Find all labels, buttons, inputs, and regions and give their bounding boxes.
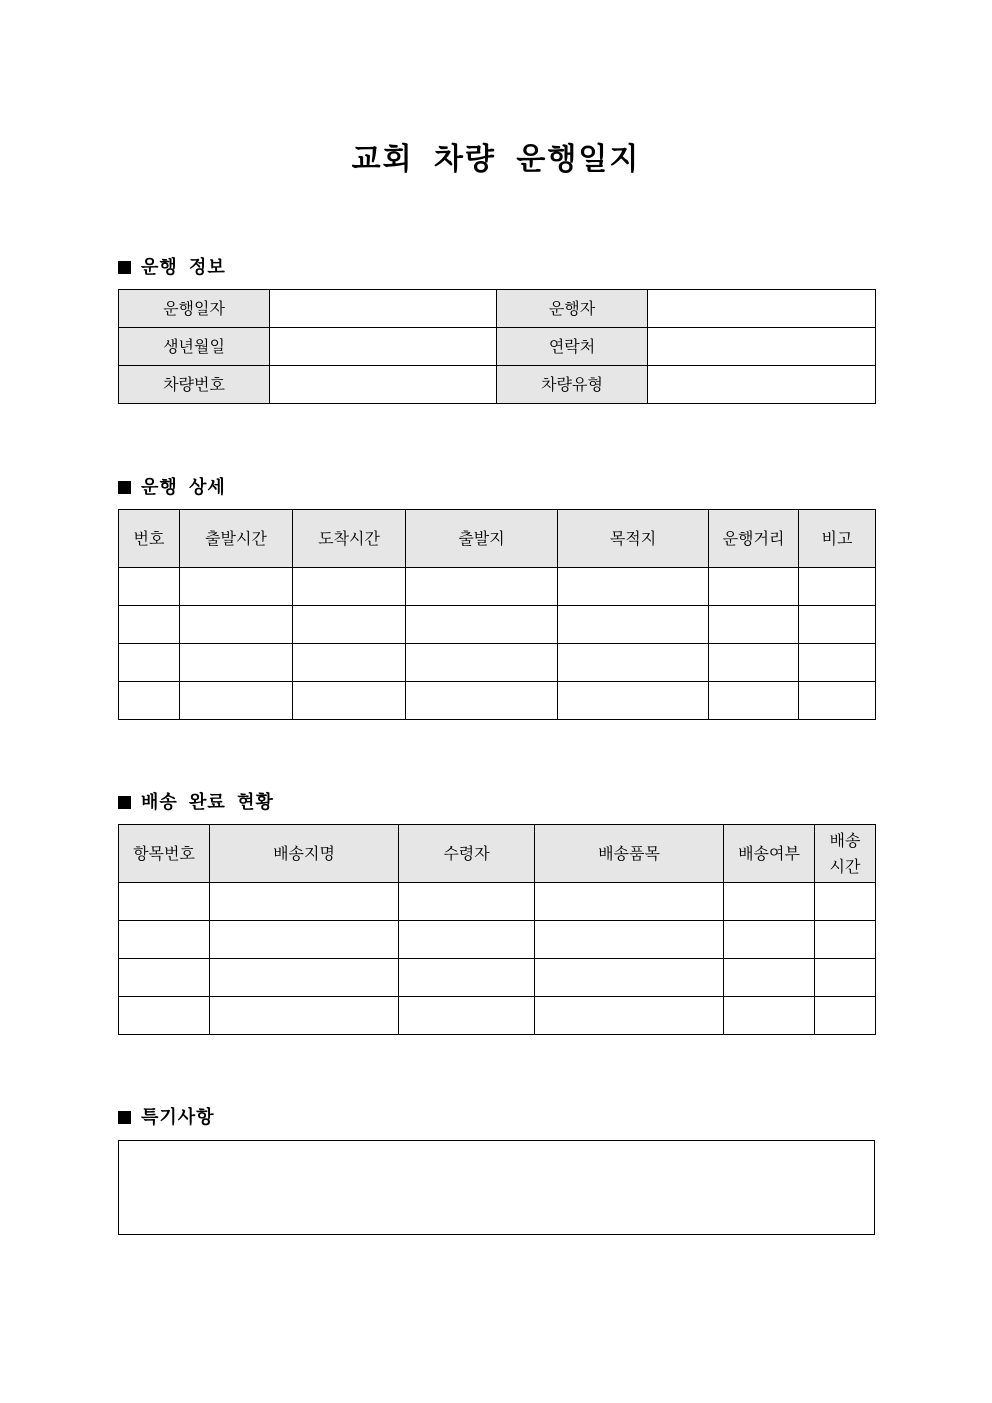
table-cell[interactable] <box>724 921 815 959</box>
table-row <box>119 921 876 959</box>
table-cell[interactable] <box>799 682 876 720</box>
square-bullet-icon <box>118 481 131 494</box>
info-value-cell[interactable] <box>270 366 497 404</box>
column-header: 배송품목 <box>535 825 724 883</box>
table-cell[interactable] <box>210 921 399 959</box>
table-row <box>119 997 876 1035</box>
table-header-row <box>119 510 876 568</box>
column-header-line: 시간 <box>829 856 861 876</box>
table-cell[interactable] <box>399 959 535 997</box>
table-cell[interactable] <box>558 644 709 682</box>
table-cell[interactable] <box>119 959 210 997</box>
column-header: 배송여부 <box>724 825 815 883</box>
table-cell[interactable] <box>119 921 210 959</box>
table-cell[interactable] <box>119 606 180 644</box>
section-heading-label: 특기사항 <box>141 1107 215 1128</box>
column-header: 배송지명 <box>210 825 399 883</box>
table-cell[interactable] <box>815 921 876 959</box>
table-cell[interactable] <box>724 997 815 1035</box>
table-cell[interactable] <box>210 959 399 997</box>
table-cell[interactable] <box>815 959 876 997</box>
table-cell[interactable] <box>724 883 815 921</box>
section-heading-info <box>118 253 226 279</box>
table-cell[interactable] <box>180 682 293 720</box>
table-row <box>119 290 876 328</box>
section-heading-label: 운행 상세 <box>141 477 226 498</box>
info-label: 운행일자 <box>119 290 270 328</box>
table-cell[interactable] <box>119 568 180 606</box>
section-heading-label: 운행 정보 <box>141 257 226 278</box>
square-bullet-icon <box>118 796 131 809</box>
column-header: 목적지 <box>558 510 709 568</box>
info-value-cell[interactable] <box>648 290 876 328</box>
table-cell[interactable] <box>293 568 406 606</box>
table-cell[interactable] <box>180 644 293 682</box>
table-header-row <box>119 825 876 883</box>
table-cell[interactable] <box>399 921 535 959</box>
table-row <box>119 606 876 644</box>
info-label: 연락처 <box>497 328 648 366</box>
table-cell[interactable] <box>399 997 535 1035</box>
table-cell[interactable] <box>535 959 724 997</box>
table-cell[interactable] <box>180 568 293 606</box>
delivery-table <box>118 824 876 1035</box>
table-row <box>119 366 876 404</box>
table-cell[interactable] <box>799 606 876 644</box>
table-cell[interactable] <box>406 682 558 720</box>
column-header: 비고 <box>799 510 876 568</box>
table-row <box>119 328 876 366</box>
column-header-line: 배송 <box>829 830 861 850</box>
table-cell[interactable] <box>406 644 558 682</box>
table-cell[interactable] <box>709 682 799 720</box>
info-value-cell[interactable] <box>648 366 876 404</box>
table-cell[interactable] <box>293 682 406 720</box>
table-cell[interactable] <box>558 682 709 720</box>
table-cell[interactable] <box>210 883 399 921</box>
column-header: 수령자 <box>399 825 535 883</box>
table-cell[interactable] <box>293 644 406 682</box>
square-bullet-icon <box>118 261 131 274</box>
table-cell[interactable] <box>180 606 293 644</box>
column-header: 도착시간 <box>293 510 406 568</box>
table-row <box>119 568 876 606</box>
detail-table <box>118 509 876 720</box>
info-label: 차량유형 <box>497 366 648 404</box>
section-heading-notes <box>118 1103 215 1129</box>
table-cell[interactable] <box>799 568 876 606</box>
table-cell[interactable] <box>119 997 210 1035</box>
table-cell[interactable] <box>799 644 876 682</box>
info-value-cell[interactable] <box>648 328 876 366</box>
table-cell[interactable] <box>558 568 709 606</box>
table-cell[interactable] <box>210 997 399 1035</box>
table-cell[interactable] <box>535 997 724 1035</box>
table-cell[interactable] <box>406 568 558 606</box>
column-header: 출발지 <box>406 510 558 568</box>
table-cell[interactable] <box>558 606 709 644</box>
table-cell[interactable] <box>535 921 724 959</box>
table-cell[interactable] <box>709 644 799 682</box>
table-row <box>119 644 876 682</box>
info-table <box>118 289 876 404</box>
table-cell[interactable] <box>709 568 799 606</box>
document-title: 교회 차량 운행일지 <box>351 142 641 177</box>
section-heading-detail <box>118 473 226 499</box>
table-cell[interactable] <box>406 606 558 644</box>
table-cell[interactable] <box>119 682 180 720</box>
column-header: 번호 <box>119 510 180 568</box>
table-cell[interactable] <box>535 883 724 921</box>
info-label: 운행자 <box>497 290 648 328</box>
column-header: 출발시간 <box>180 510 293 568</box>
table-cell[interactable] <box>119 883 210 921</box>
table-cell[interactable] <box>399 883 535 921</box>
table-cell[interactable] <box>724 959 815 997</box>
section-heading-delivery <box>118 788 274 814</box>
info-label: 차량번호 <box>119 366 270 404</box>
table-cell[interactable] <box>815 883 876 921</box>
section-heading-label: 배송 완료 현황 <box>141 792 274 813</box>
table-cell[interactable] <box>293 606 406 644</box>
info-value-cell[interactable] <box>270 328 497 366</box>
table-row <box>119 883 876 921</box>
table-cell[interactable] <box>709 606 799 644</box>
info-value-cell[interactable] <box>270 290 497 328</box>
square-bullet-icon <box>118 1111 131 1124</box>
notes-box[interactable] <box>118 1140 875 1235</box>
column-header: 운행거리 <box>709 510 799 568</box>
column-header <box>815 825 876 883</box>
column-header: 항목번호 <box>119 825 210 883</box>
table-cell[interactable] <box>119 644 180 682</box>
table-cell[interactable] <box>815 997 876 1035</box>
info-label: 생년월일 <box>119 328 270 366</box>
table-row <box>119 682 876 720</box>
table-row <box>119 959 876 997</box>
